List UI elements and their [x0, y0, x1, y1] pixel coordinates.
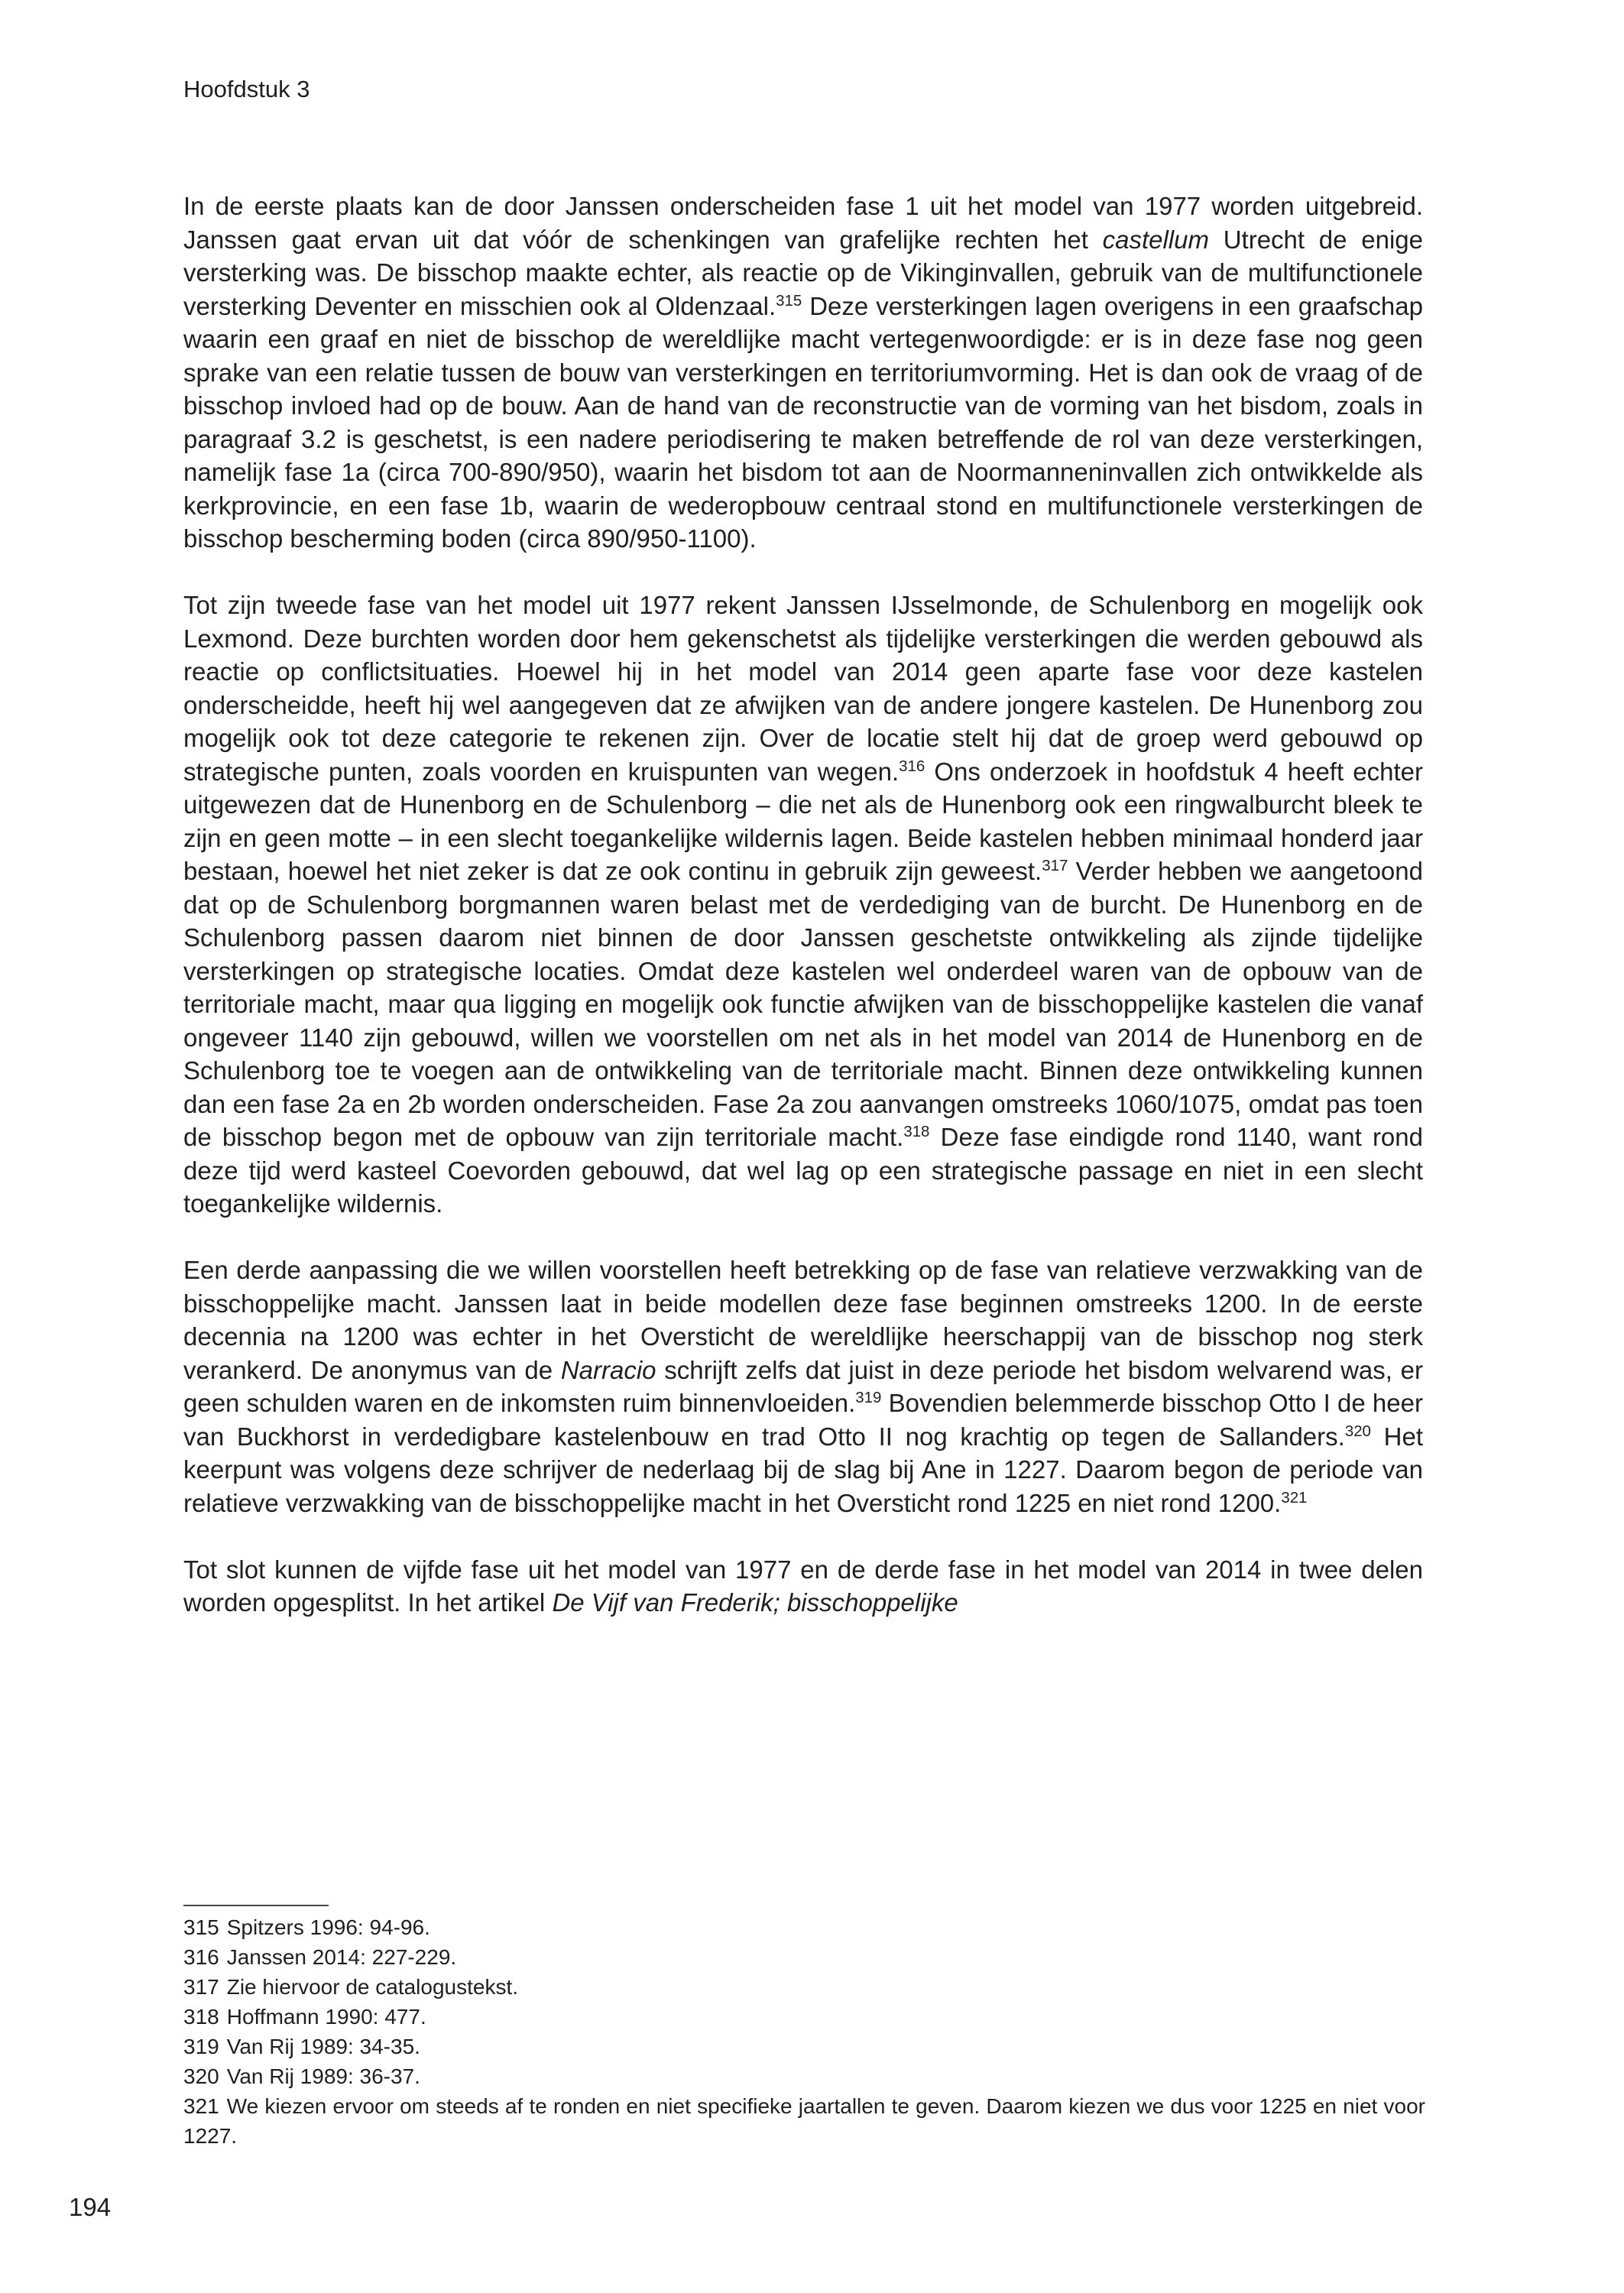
italic-text: castellum — [1102, 225, 1209, 254]
body-text: Tot zijn tweede fase van het model uit 1977 rekent Janssen IJsselmonde, de Schulenborg en mogelijk ook Lexmond. Deze burchten worden door hem gekenschetst als tijdelijke versterkingen die werden gebouwd als reactie op conflictsituaties. Hoewel hij in het model van 2014 geen aparte fase voor deze kastelen onderscheidde, heeft hij wel aangegeven dat ze afwijken van de andere jongere kastelen. De Hunenborg zou mogelijk ook tot deze categorie te rekenen zijn. Over de locatie stelt hij dat de groep werd gebouwd op strategische punten, zoals voorden en kruispunten van wegen. — [183, 591, 1423, 786]
footnote-separator — [183, 1905, 329, 1906]
footnote-number: 317 — [183, 1975, 219, 1999]
footnote — [183, 2091, 1425, 2151]
body-text: Ons onderzoek in hoofdstuk 4 heeft echter uitgewezen dat de Hunenborg en de Schulenborg – die net als de Hunenborg ook een ringwalburcht bleek te zijn en geen motte – in een slecht toegankelijke wildernis lagen. Beide kastelen hebben minimaal honderd jaar bestaan, hoewel het niet zeker is dat ze ook continu in gebruik zijn geweest. — [183, 757, 1423, 885]
body-text: Een derde aanpassing die we willen voorstellen heeft betrekking op de fase van relatieve verzwakking van de bisschoppelijke macht. Janssen laat in beide modellen deze fase beginnen omstreeks 1200. In de eerste decennia na 1200 was echter in het Oversticht de wereldlijke heerschappij van de bisschop nog sterk verankerd. De anonymus van de — [183, 1256, 1423, 1384]
body-text: Verder hebben we aangetoond dat op de Schulenborg borgmannen waren belast met de verdediging van de burcht. De Hunenborg en de Schulenborg passen daarom niet binnen de door Janssen geschetste ontwikkeling als zijnde tijdelijke versterkingen op strategische locaties. Omdat deze kastelen wel onderdeel waren van de opbouw van de territoriale macht, maar qua ligging en mogelijk ook functie afwijken van de bisschoppelijke kastelen die vanaf ongeveer 1140 zijn gebouwd, willen we voorstellen om net als in het model van 2014 de Hunenborg en de Schulenborg toe te voegen aan de ontwikkeling van de territoriale macht. Binnen deze ontwikkeling kunnen dan een fase 2a en 2b worden onderscheiden. Fase 2a zou aanvangen omstreeks 1060/1075, omdat pas toen de bisschop begon met de opbouw van zijn territoriale macht. — [183, 857, 1423, 1151]
footnote-ref: 321 — [1281, 1488, 1308, 1507]
paragraph — [183, 190, 1423, 556]
footnote — [183, 1972, 1425, 2002]
footnote — [183, 2061, 1425, 2091]
footnote-text: Hoffmann 1990: 477. — [226, 2005, 426, 2029]
paragraph — [183, 589, 1423, 1221]
body-text: In de eerste plaats kan de door Janssen onderscheiden fase 1 uit het model van 1977 worden uitgebreid. Janssen gaat ervan uit dat vóór de schenkingen van grafelijke rechten het — [183, 192, 1423, 254]
footnote-number: 315 — [183, 1915, 219, 1939]
page-number: 194 — [69, 2193, 112, 2221]
body-text: Deze versterkingen lagen overigens in een graafschap waarin een graaf en niet de bisschop de wereldlijke macht vertegenwoordigde: er is in deze fase nog geen sprake van een relatie tussen de bouw van versterkingen en territoriumvorming. Het is dan ook de vraag of de bisschop invloed had op de bouw. Aan de hand van de reconstructie van de vorming van het bisdom, zoals in paragraaf 3.2 is geschetst, is een nadere periodisering te maken betreffende de rol van deze versterkingen, namelijk fase 1a (circa 700-890/950), waarin het bisdom tot aan de Noormanneninvallen zich ontwikkelde als kerkprovincie, en een fase 1b, waarin de wederopbouw centraal stond en multifunctionele versterkingen de bisschop bescherming boden (circa 890/950-1100). — [183, 291, 1423, 553]
body-text: Bovendien belemmerde bisschop Otto I de heer van Buckhorst in verdedigbare kastelenbouw en trad Otto II nog krachtig op tegen de Sallanders. — [183, 1389, 1423, 1451]
footnotes-list — [183, 1912, 1425, 2151]
footnote-ref: 317 — [1042, 857, 1068, 874]
footnote-number: 320 — [183, 2064, 219, 2088]
italic-text: Narracio — [560, 1355, 656, 1384]
footnote-text: We kiezen ervoor om steeds af te ronden en niet specifieke jaartallen te geven. Daarom kiezen we dus voor 1225 en niet voor 1227. — [183, 2094, 1425, 2148]
footnote-text: Spitzers 1996: 94-96. — [226, 1915, 430, 1939]
footnote-text: Van Rij 1989: 36-37. — [226, 2064, 420, 2088]
body-paragraphs — [183, 190, 1423, 1620]
footnote-text: Van Rij 1989: 34-35. — [226, 2035, 420, 2058]
footnote-text: Janssen 2014: 227-229. — [226, 1945, 457, 1969]
footnote-ref: 315 — [776, 291, 802, 310]
footnote — [183, 2002, 1425, 2032]
footnote-number: 318 — [183, 2005, 219, 2029]
footnote-ref: 320 — [1344, 1422, 1371, 1440]
body-text: schrijft zelfs dat juist in deze periode het bisdom welvarend was, er geen schulden waren en de inkomsten ruim binnenvloeiden. — [183, 1355, 1423, 1417]
footnote-text: Zie hiervoor de catalogustekst. — [226, 1975, 519, 1999]
italic-text: De Vijf van Frederik; bisschoppelijke — [552, 1588, 958, 1617]
footnote-ref: 316 — [899, 757, 925, 775]
body-text: Het keerpunt was volgens deze schrijver de nederlaag bij de slag bij Ane in 1227. Daarom begon de periode van relatieve verzwakking van de bisschoppelijke macht in het Oversticht rond 1225 en niet rond 1200. — [183, 1422, 1423, 1517]
body-text: Tot slot kunnen de vijfde fase uit het model van 1977 en de derde fase in het model van 2014 in twee delen worden opgesplitst. In het artikel — [183, 1555, 1423, 1617]
footnote-number: 319 — [183, 2035, 219, 2058]
footnote — [183, 1912, 1425, 1942]
paragraph — [183, 1553, 1423, 1620]
body-text: Utrecht de enige versterking was. De bisschop maakte echter, als reactie op de Vikinginvallen, gebruik van de multifunctionele versterking Deventer en misschien ook al Oldenzaal. — [183, 225, 1423, 320]
paragraph — [183, 1254, 1423, 1519]
footnote-ref: 319 — [855, 1389, 882, 1406]
running-header: Hoofdstuk 3 — [183, 76, 310, 102]
footnote — [183, 1942, 1425, 1972]
footnote-number: 316 — [183, 1945, 219, 1969]
body-text: Deze fase eindigde rond 1140, want rond deze tijd werd kasteel Coevorden gebouwd, dat wel lag op een strategische passage en niet in een slecht toegankelijke wildernis. — [183, 1123, 1423, 1218]
footnote — [183, 2032, 1425, 2061]
footnote-ref: 318 — [903, 1123, 930, 1140]
footnote-number: 321 — [183, 2094, 219, 2118]
